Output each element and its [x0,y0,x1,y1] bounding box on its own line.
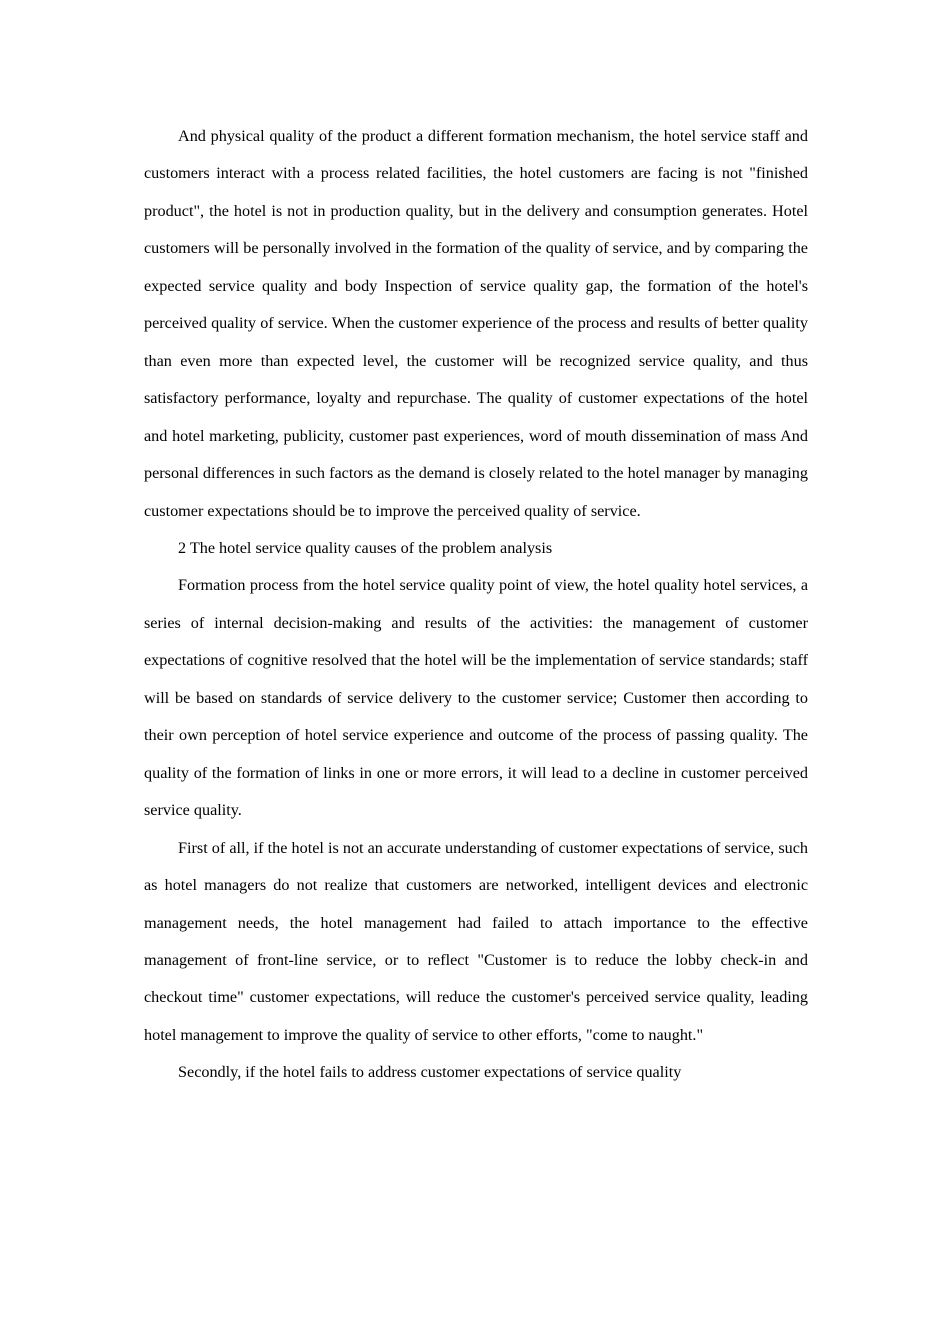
paragraph-first-of-all: First of all, if the hotel is not an accurate understanding of customer expectations of service, such as hotel managers do not realize that customers are networked, intelligent devices and electronic management needs, the hotel management had failed to attach importance to the effective management of front-line service, or to reflect "Customer is to reduce the lobby check-in and checkout time" customer expectations, will reduce the customer's perceived service quality, leading hotel management to improve the quality of service to other efforts, "come to naught." [144,838,808,1044]
paragraph-formation-process: Formation process from the hotel service quality point of view, the hotel quality hotel services, a series of internal decision-making and results of the activities: the management of customer expectations of cognitive resolved that the hotel will be the implementation of service standards; staff will be based on standards of service delivery to the customer service; Customer then according to their own perception of hotel service experience and outcome of the process of passing quality. The quality of the formation of links in one or more errors, it will lead to a decline in customer perceived service quality. [144,576,808,820]
heading-section-2: 2 The hotel service quality causes of the problem analysis [178,538,553,557]
paragraph-secondly: Secondly, if the hotel fails to address customer expectations of service quality [178,1063,682,1082]
paragraph-quality-formation: And physical quality of the product a different formation mechanism, the hotel service staff and customers interact with a process related facilities, the hotel customers are facing is not "finished product", the hotel is not in production quality, but in the delivery and consumption generates. Hotel customers will be personally involved in the formation of the quality of service, and by comparing the expected service quality and body Inspection of service quality gap, the formation of the hotel's perceived quality of service. When the customer experience of the process and results of better quality than even more than expected level, the customer will be recognized service quality, and thus satisfactory performance, loyalty and repurchase. The quality of customer expectations of the hotel and hotel marketing, publicity, customer past experiences, word of mouth dissemination of mass And personal differences in such factors as the demand is closely related to the hotel manager by managing customer expectations should be to improve the perceived quality of service. [144,127,808,520]
document-text-column [144,118,808,1092]
